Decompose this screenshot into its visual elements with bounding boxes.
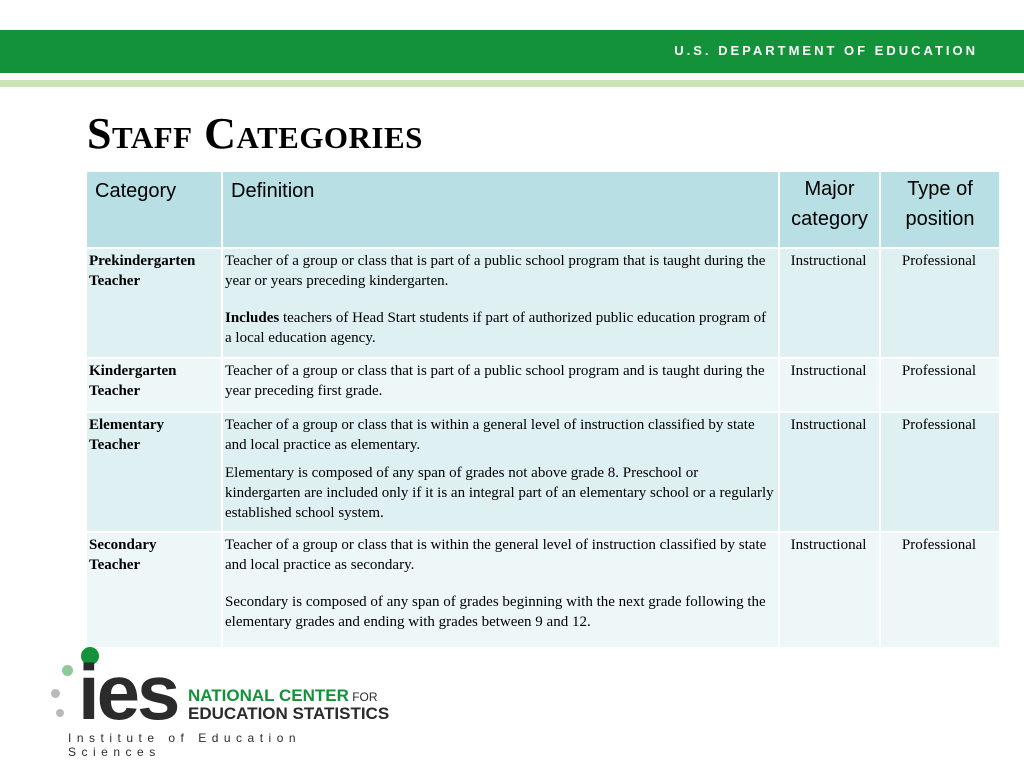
header-stripe [0, 80, 1024, 87]
table-row [86, 412, 1000, 532]
category-line2: Teacher [89, 557, 141, 573]
category-line2: Teacher [89, 383, 141, 399]
definition-note: Secondary is composed of any span of grades beginning with the next grade following the elementary grades and ending with grades between 9 and 12. [225, 594, 766, 630]
logo-line1-main: NATIONAL CENTER [188, 686, 349, 705]
table-header-row [86, 171, 1000, 248]
category-line1: Kindergarten [89, 363, 177, 379]
header-type-line1: Type of [907, 178, 973, 200]
major-category-cell: Instructional [779, 248, 880, 358]
header-category: Category [86, 171, 222, 248]
header-type-of-position [880, 171, 1000, 248]
definition-cell [222, 248, 779, 358]
definition-cell [222, 412, 779, 532]
logo-dot-medium [62, 665, 73, 676]
major-category-cell: Instructional [779, 532, 880, 648]
definition-cell [222, 358, 779, 412]
definition-text: Teacher of a group or class that is within the general level of instruction classified by state and local practice as secondary. [225, 537, 767, 573]
category-cell [86, 412, 222, 532]
definition-text: Teacher of a group or class that is within a general level of instruction classified by state and local practice as elementary. [225, 417, 755, 453]
definition-cell [222, 532, 779, 648]
table-row [86, 248, 1000, 358]
header-type-line2: position [905, 208, 975, 230]
header-major-category [779, 171, 880, 248]
definition-text: Teacher of a group or class that is part of a public school program that is taught during the year or years preceding kindergarten. [225, 253, 766, 289]
header-bar [0, 30, 1024, 73]
logo-dot-small [51, 689, 60, 698]
table-row [86, 358, 1000, 412]
category-cell [86, 358, 222, 412]
header-definition: Definition [222, 171, 779, 248]
category-cell [86, 248, 222, 358]
position-type-cell: Professional [880, 412, 1000, 532]
logo-ies-mark: ies [78, 648, 178, 736]
definition-note [225, 308, 774, 348]
header-major-line1: Major [804, 178, 855, 200]
category-line1: Elementary [89, 417, 164, 433]
major-category-cell: Instructional [779, 358, 880, 412]
definition-text: Teacher of a group or class that is part of a public school program and is taught during the year preceding first grade. [225, 363, 765, 399]
position-type-cell: Professional [880, 532, 1000, 648]
position-type-cell: Professional [880, 248, 1000, 358]
staff-categories-table [85, 170, 1001, 649]
category-line2: Teacher [89, 437, 141, 453]
logo-line2: EDUCATION STATISTICS [188, 704, 390, 723]
major-category-cell: Instructional [779, 412, 880, 532]
logo-line1-for: FOR [348, 690, 378, 704]
definition-note-bold: Includes [225, 310, 280, 326]
category-cell [86, 532, 222, 648]
category-line1: Secondary [89, 537, 157, 553]
category-line1: Prekindergarten [89, 253, 196, 269]
header-major-line2: category [791, 208, 868, 230]
nces-logo [46, 645, 391, 759]
logo-dot-tiny [56, 709, 64, 717]
definition-note: Elementary is composed of any span of grades not above grade 8. Preschool or kindergarten are included only if it is an integral part of an elementary school or a regularly established school system. [225, 465, 774, 521]
page-title: Staff Categories [87, 109, 423, 158]
category-line2: Teacher [89, 273, 141, 289]
org-name: U.S. DEPARTMENT OF EDUCATION [674, 43, 978, 58]
table-row [86, 532, 1000, 648]
position-type-cell: Professional [880, 358, 1000, 412]
definition-note-text: teachers of Head Start students if part of authorized public education program of a local education agency. [225, 310, 767, 346]
logo-subtitle: Institute of Education Sciences [68, 731, 302, 759]
